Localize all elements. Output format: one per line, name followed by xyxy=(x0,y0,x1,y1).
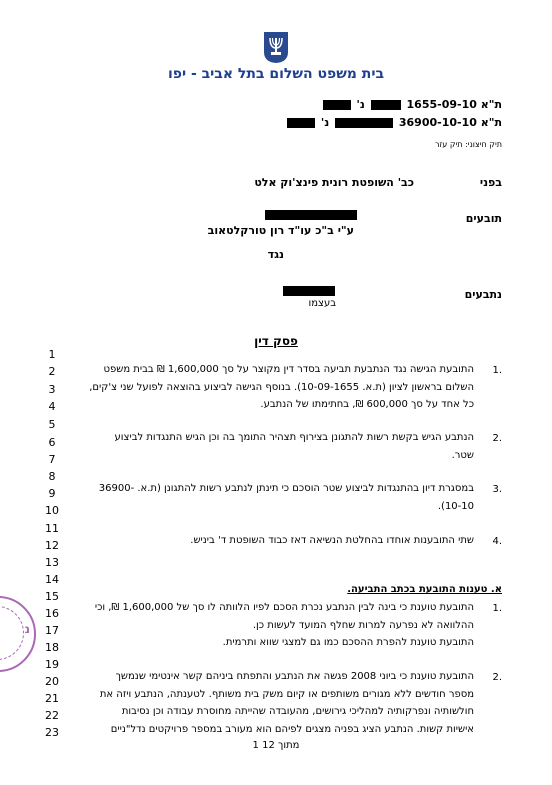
line-number: 13 xyxy=(45,556,59,569)
paragraph-number: 1. xyxy=(492,365,502,376)
redaction-bar xyxy=(335,118,393,128)
redaction-bar xyxy=(371,100,401,110)
paragraph-line: השלום בראשון לציון (ת.א. 10-09-1655). בנוסף הגישה לביצוע בהוצאה לפועל שני צ'קים, xyxy=(89,381,474,393)
case-suffix: נ' xyxy=(356,98,365,111)
case-prefix: ת"א xyxy=(480,116,502,129)
line-number: 17 xyxy=(45,624,59,637)
paragraph-line: התובעת טוענת להפרת ההסכם כמו גם למצגי שווא ותרמית. xyxy=(222,637,474,648)
redaction-bar xyxy=(287,118,315,128)
line-number: 7 xyxy=(48,453,56,466)
paragraph-line: ההלוואה לא נפרעה למרות שחלף המועד לעשות כן. xyxy=(252,619,474,631)
line-number: 8 xyxy=(48,470,56,483)
section-a-heading: א. טענות התובעת בכתב התביעה. xyxy=(347,584,502,595)
paragraph-line: כל אחד על סך 600,000 ₪, בחתימתו של הנתבע. xyxy=(260,399,474,410)
court-title: בית משפט השלום בתל אביב - יפו xyxy=(167,66,385,82)
paragraph-line: במסגרת דיון בהתנגדות לביצוע שטר הוסכם כי תינתן לנתבע רשות להתגונן (ת.א. -36900 xyxy=(98,483,474,494)
case-prefix: ת"א xyxy=(480,98,502,111)
line-number: 21 xyxy=(45,692,59,705)
line-number: 4 xyxy=(48,400,56,413)
plaintiffs-label: תובעים xyxy=(465,212,502,225)
line-number: 9 xyxy=(48,487,56,500)
judgment-title: פסק דין xyxy=(254,334,298,348)
case-number-line-1 xyxy=(321,98,502,111)
aux-file-note: תיק חיצוני: תיק עזר xyxy=(435,140,502,149)
paragraph-number: 3. xyxy=(492,484,502,495)
page-footer: 1 מתוך 12 xyxy=(252,740,300,751)
redaction-bar xyxy=(323,100,351,110)
defendants-label: נתבעים xyxy=(464,288,502,301)
paragraph-line: הנתבע הגיש בקשת רשות להתגונן בצירוף תצהיר התומך בה וכן הגיש התנגדות לביצוע xyxy=(114,432,474,443)
stamp-letter: נ xyxy=(24,622,30,636)
defendant-self: בעצמו xyxy=(308,298,336,309)
line-number: 6 xyxy=(48,436,56,449)
paragraph-line: חולשותיה ונפרקותיה למהליכי גירושים, מהעובדה שהייתה מחוסרת עבודה וכן נסיבות xyxy=(121,706,474,717)
line-number: 22 xyxy=(45,709,59,722)
case-number: 1655-09-10 xyxy=(406,98,477,111)
case-number: 36900-10-10 xyxy=(398,116,477,129)
paragraph-number: 1. xyxy=(492,603,502,614)
redaction-bar xyxy=(265,210,357,220)
paragraph-2 xyxy=(74,429,474,464)
line-number: 19 xyxy=(45,658,59,671)
line-number: 2 xyxy=(48,365,56,378)
before-label: בפני xyxy=(479,176,502,189)
case-suffix: נ' xyxy=(320,116,330,129)
stamp-inner-ring xyxy=(0,606,24,660)
paragraph-1 xyxy=(74,361,474,414)
line-number: 15 xyxy=(45,590,59,603)
paragraph-4 xyxy=(74,532,474,550)
paragraph-number: 4. xyxy=(492,536,502,547)
paragraph-3 xyxy=(74,480,474,515)
line-number: 16 xyxy=(45,607,59,620)
paragraph-line: 10-10). xyxy=(437,500,474,512)
paragraph-number: 2. xyxy=(492,672,502,683)
paragraph-line: אישיות קשות. הנתבע הציג בפניה מצגים לפיהם הוא מעורב במספר פרויקטים נדל"ניים xyxy=(110,723,474,735)
line-number: 1 xyxy=(48,348,56,361)
court-stamp xyxy=(0,596,36,672)
paragraph-line: התובעת הגישה נגד הנתבעת תביעה בסדר דין מקוצר על סך 1,600,000 ₪ בבית משפט xyxy=(103,364,474,375)
redaction-bar xyxy=(283,286,335,296)
paragraph-line: שתי התובענות אוחדו בהחלטת הנשיאה דאז כבוד השופטת ד' ביניש. xyxy=(190,535,474,546)
paragraph-line: התובעת טוענת כי בינה לבין הנתבע נכרת הסכם לפיו הלוותה לו סך של 1,600,000 ₪, וכי xyxy=(94,602,474,613)
paragraph-line: התובעת טוענת כי ביוני 2008 פגשה את הנתבע והתפתח ביניהם קשר אינטימי שנמשך xyxy=(115,671,474,682)
paragraph-number: 2. xyxy=(492,433,502,444)
line-number: 12 xyxy=(45,539,59,552)
versus-label: נגד xyxy=(267,248,284,261)
paragraph-line: שטר. xyxy=(451,449,474,461)
line-number: 3 xyxy=(48,383,56,396)
line-number: 23 xyxy=(45,726,59,739)
case-number-line-2 xyxy=(285,116,502,129)
line-number: 18 xyxy=(45,641,59,654)
line-number: 11 xyxy=(45,522,59,535)
section-a-item-2 xyxy=(74,668,474,738)
judge-name: כב' השופטת רונית פינצ'וק אלט xyxy=(254,176,414,189)
plaintiffs-counsel: ע"י ב"כ עו"ד רון טורקלטאוב xyxy=(207,224,354,237)
paragraph-line: מספר חודשים ללא מגורים משותפים או קיום משק בית משותף. לטענתה, הנתבע ויזה את xyxy=(99,688,474,700)
line-number: 14 xyxy=(45,573,59,586)
line-number: 10 xyxy=(45,504,59,517)
section-a-item-1 xyxy=(74,599,474,652)
state-emblem-icon xyxy=(262,30,290,64)
line-number: 5 xyxy=(48,418,56,431)
line-number: 20 xyxy=(45,675,59,688)
